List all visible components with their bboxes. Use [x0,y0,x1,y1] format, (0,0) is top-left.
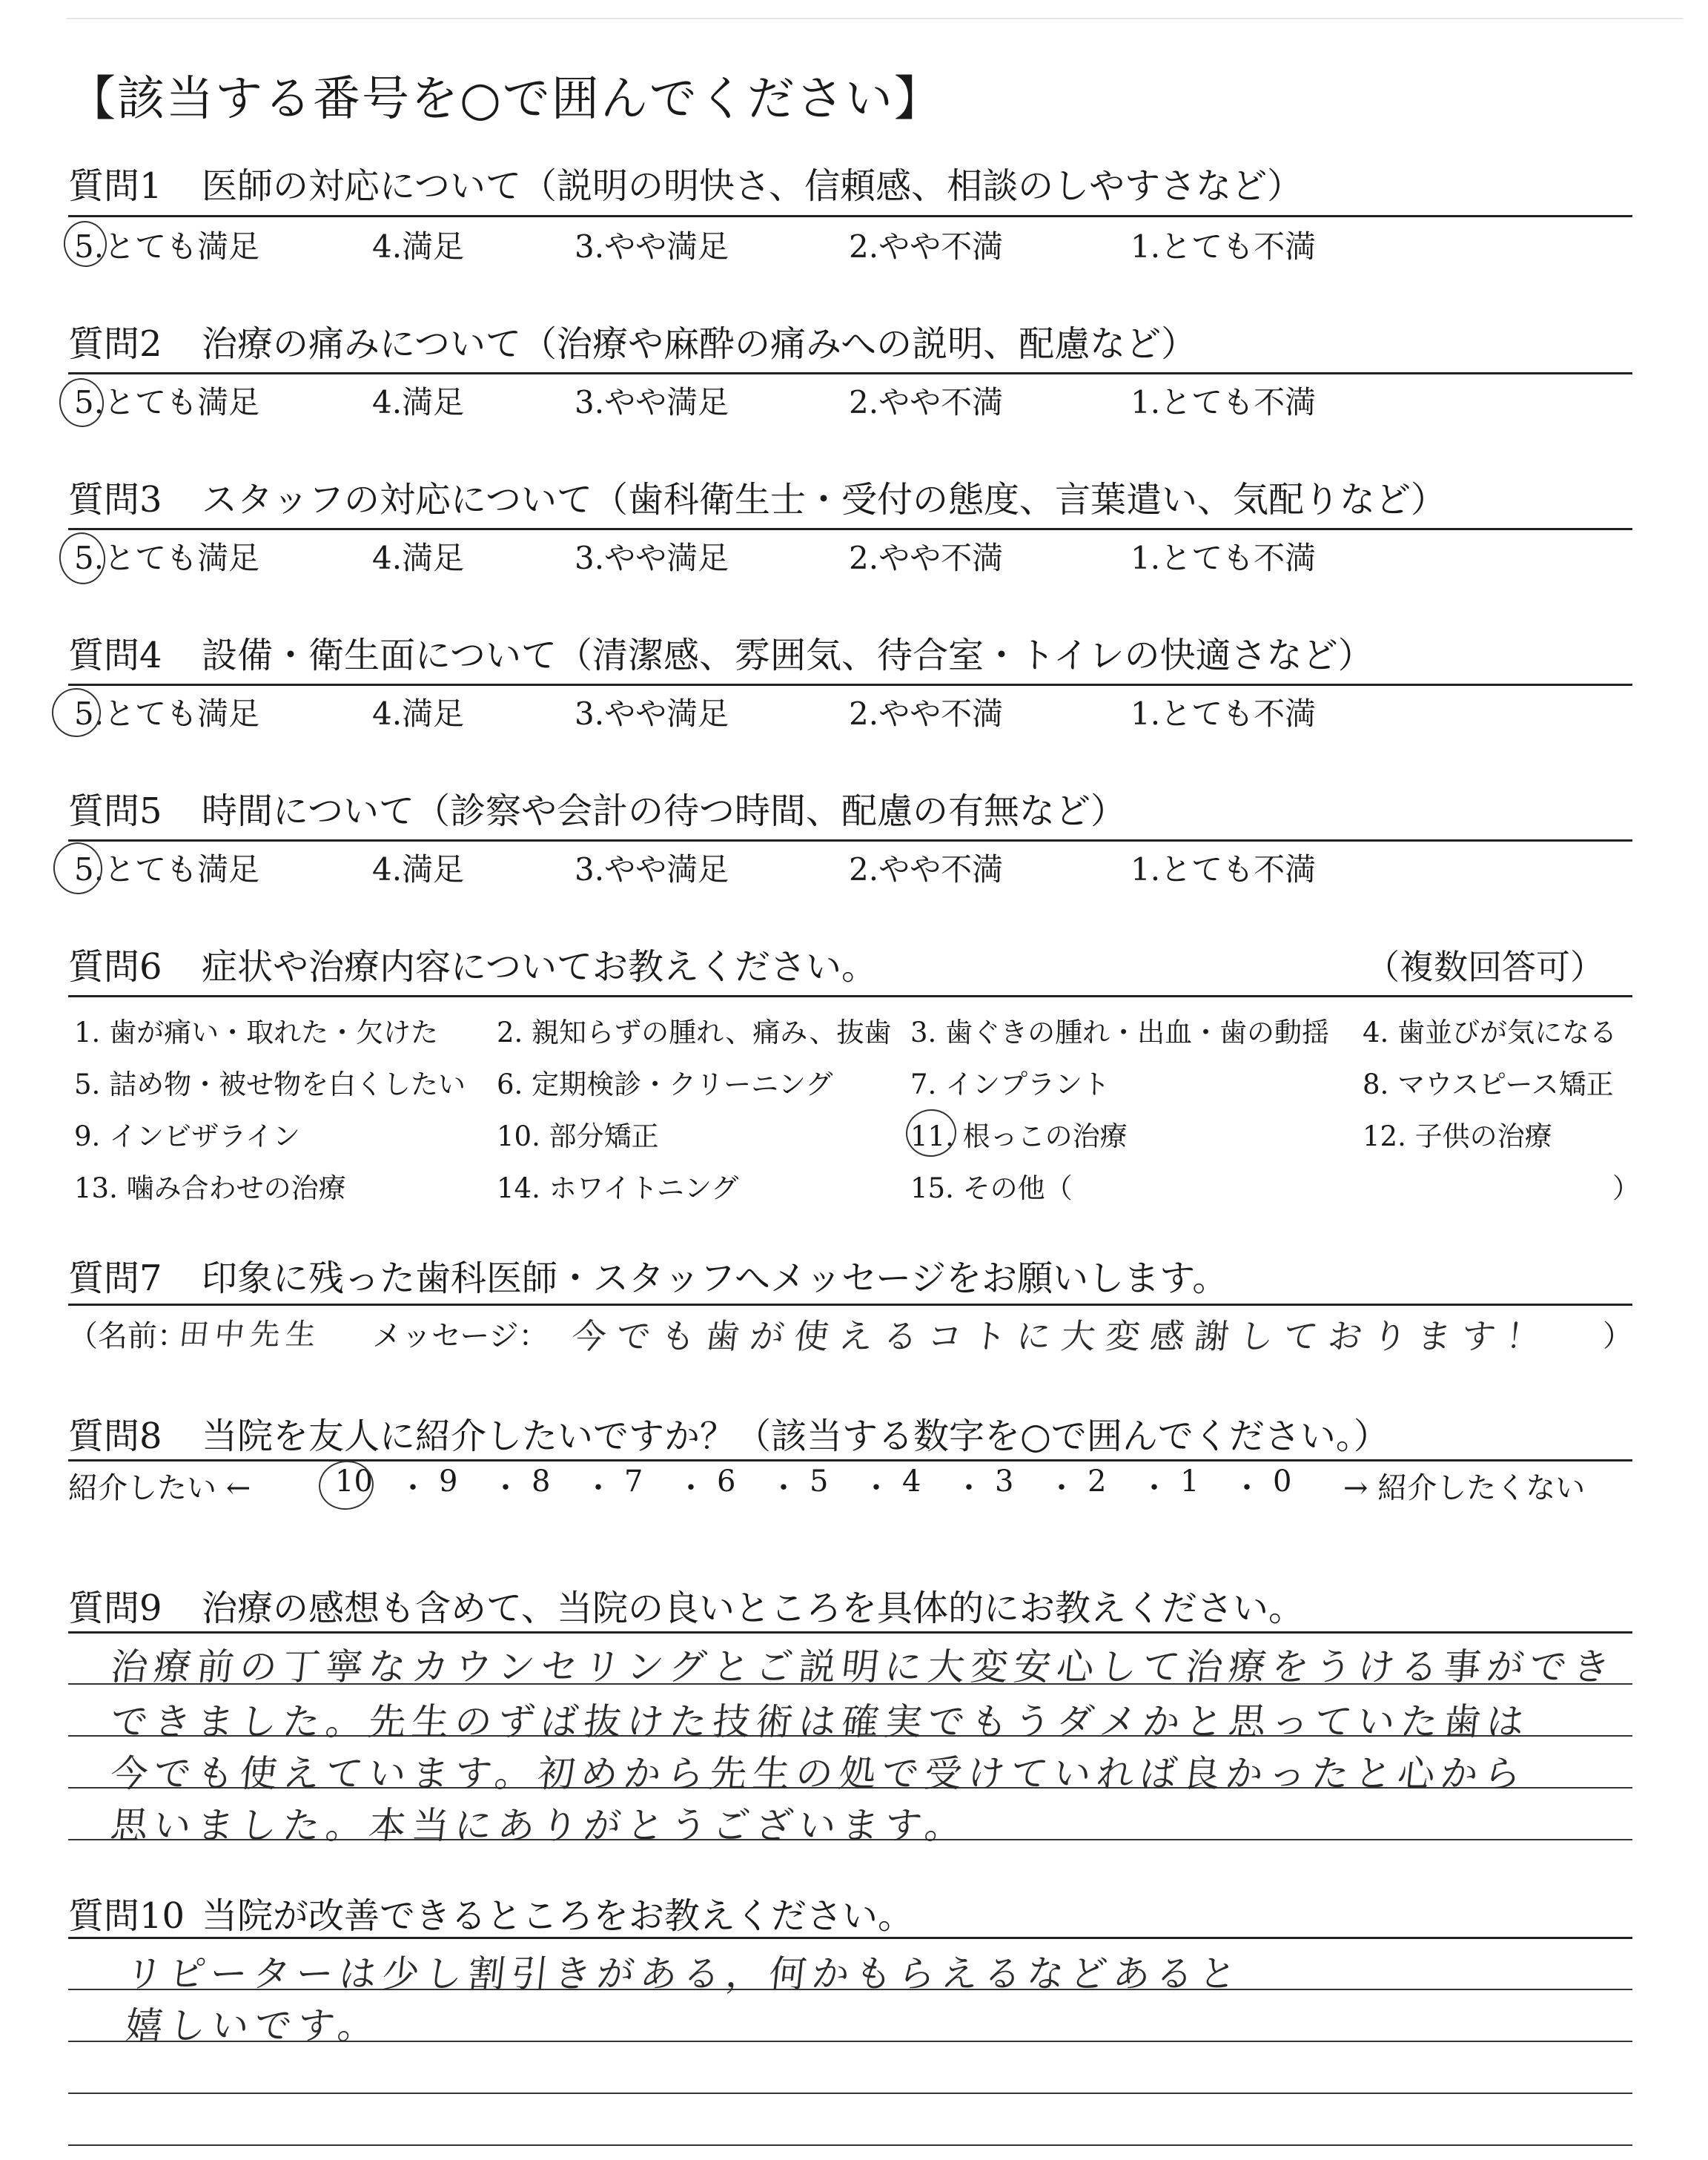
option-1[interactable]: 1.とても不満 [1131,696,1317,732]
question-1 [68,157,1302,208]
choice-12[interactable]: 12. 子供の治療 [1363,1120,1552,1152]
question-rule [68,995,1632,997]
question-text: 当院が改善できるところをお教えください。 [202,1895,914,1937]
question-rule [68,1937,1632,1939]
choice-10[interactable]: 10. 部分矯正 [497,1120,659,1152]
question-rule [68,1304,1632,1306]
message-value[interactable]: 今でも歯が使えるコトに大変感謝しております！ [569,1316,1553,1356]
choice-2[interactable]: 2. 親知らずの腫れ、痛み、抜歯 [497,1017,892,1048]
answer-line-4: 思いました。本当にありがとうございます。 [108,1804,970,1847]
question-5 [68,782,1126,833]
scale-5[interactable]: 5 [810,1464,829,1499]
question-number: 質問1 [68,165,162,207]
choice-3[interactable]: 3. 歯ぐきの腫れ・出血・歯の動揺 [910,1017,1330,1048]
question-number: 質問8 [68,1416,162,1457]
option-4[interactable]: 4.満足 [372,851,465,888]
name-value[interactable]: 田中先生 [177,1318,324,1352]
question-number: 質問6 [68,946,162,988]
option-3[interactable]: 3.やや満足 [575,384,729,420]
choice-8[interactable]: 8. マウスピース矯正 [1363,1069,1614,1100]
scale-left-label: 紹介したい ← [68,1471,251,1505]
option-3[interactable]: 3.やや満足 [575,696,729,732]
answer-line-1: 治療前の丁寧なカウンセリングとご説明に大変安心して治療をうける事ができ [108,1645,1618,1688]
question-10 [68,1887,913,1938]
scale-7[interactable]: 7 [624,1464,643,1499]
choice-15-close: ） [1612,1172,1640,1204]
option-4[interactable]: 4.満足 [372,384,465,420]
option-1[interactable]: 1.とても不満 [1131,228,1317,265]
question-8 [68,1407,1389,1459]
scale-6[interactable]: 6 [717,1464,736,1499]
answer-line-3: 今でも使えています。初めから先生の処で受けていれば良かったと心から [108,1752,1529,1795]
question-6 [68,938,877,989]
answer-line-2: できました。先生のずば抜けた技術は確実でもうダメかと思っていた歯は [108,1700,1532,1743]
question-number: 質問10 [68,1895,185,1937]
question-3 [68,471,1446,522]
scale-3[interactable]: 3 [995,1464,1014,1499]
question-text: 当院を友人に紹介したいですか？（該当する数字を○で囲んでください。） [202,1416,1389,1457]
answer-line [68,2144,1632,2146]
scale-9[interactable]: 9 [439,1464,458,1499]
option-5[interactable]: 5.とても満足 [74,384,260,420]
page-title: 【該当する番号を○で囲んでください】 [68,72,943,127]
question-number: 質問7 [68,1258,162,1299]
choice-14[interactable]: 14. ホワイトニング [497,1172,739,1204]
question-text: 医師の対応について（説明の明快さ、信頼感、相談のしやすさなど） [202,165,1303,207]
scale-2[interactable]: 2 [1088,1464,1107,1499]
option-2[interactable]: 2.やや不満 [849,540,1004,576]
question-number: 質問2 [68,323,162,365]
message-label: メッセージ： [372,1319,549,1353]
choice-13[interactable]: 13. 噛み合わせの治療 [74,1172,346,1204]
question-number: 質問4 [68,635,162,676]
question-text: 時間について（診察や会計の待つ時間、配慮の有無など） [202,790,1127,832]
question-number: 質問3 [68,479,162,521]
question-text: スタッフの対応について（歯科衛生士・受付の態度、言葉遣い、気配りなど） [202,479,1447,521]
survey-sheet: 【該当する番号を○で囲んでください】 質問1 医師の対応について（説明の明快さ、信頼感、相談のしやすさなど） 5.とても満足 4.満足 3.やや満足 2.やや不満 1.とても不満 質問2 治療の痛みについて（治療や麻酔の痛みへの説明、配慮など） 5.とても満足 4.満足 3.やや満足 2.やや不満 1.とても不満 質問3 スタッフの対応について（歯科衛生士・受付の態度、言葉遣い、気配りなど） 5.とても満足 4.満足 3.やや満足 2.やや不満 1.とても不満 質問4 設備・衛生面について（清潔感、雰囲気、待合室・トイレの快適さなど） 5.とても満足 4.満足 3.やや満足 2.やや不満 1.とても不満 質問5 時間について（診察や会計の待つ時間、配慮の有無など） 5.とても満足 4.満足 3.やや満足 2.やや不満 1.とても不満 質問6 症状や治療内容についてお教えください。 （複数回答可） 1. 歯が痛い・取れた・欠けた 2. 親知らずの腫れ、痛み、抜歯 3. 歯ぐきの腫れ・出血・歯の動揺 4. 歯並びが気になる 5. 詰め物・被せ物を白くしたい 6. 定期検診・クリーニング 7. インプラント 8. マウスピース矯正 9. インビザライン 10. 部分矯正 11. 根っこの治療 12. 子供の治療 13. 噛み合わせの治療 14. ホワイトニング 15. その他（ ） 質問7 印象に残った歯科医師・スタッフへメッセージをお願いします。 （名前： 田中先生 メッセージ： 今でも歯が使えるコトに大変感謝しております！ ） 質問8 当院を友人に紹介したいですか？（該当する数字を○で囲んでください。） 紹介したい ← 10 ・ 9 ・ 8 ・ 7 ・ 6 ・ 5 ・ 4 ・ 3 ・ 2 ・ 1 ・ 0 → 紹介したくない 質問9 治療の感想も含めて、当院の良いところを具体的にお教えください。 治療前の丁寧なカウンセリングとご説明に大変安心して治療をうける事ができ できました。先生のずば抜けた技術は確実でもうダメかと思っていた歯は 今でも使えています。初めから先生の処で受けていれば良かったと心から 思いました。本当にありがとうございます。 質問10 当院が改善できるところをお教えください。 リピーターは少し割引きがある，何かもらえるなどあると 嬉しいです。 [0,0,1708,2160]
question-7 [68,1249,1228,1301]
choice-6[interactable]: 6. 定期検診・クリーニング [497,1069,833,1100]
option-1[interactable]: 1.とても不満 [1131,851,1317,888]
choice-15[interactable]: 15. その他（ [910,1172,1073,1204]
question-text: 治療の感想も含めて、当院の良いところを具体的にお教えください。 [202,1588,1305,1629]
option-5[interactable]: 5.とても満足 [74,540,260,576]
scale-0[interactable]: 0 [1273,1464,1292,1499]
scale-1[interactable]: 1 [1180,1464,1199,1499]
question-4 [68,627,1374,678]
question-number: 質問5 [68,790,162,832]
question-number: 質問9 [68,1588,162,1629]
scale-4[interactable]: 4 [902,1464,921,1499]
scale-8[interactable]: 8 [532,1464,551,1499]
option-5[interactable]: 5.とても満足 [74,228,260,265]
option-4[interactable]: 4.満足 [372,696,465,732]
choice-11[interactable]: 11. 根っこの治療 [910,1120,1128,1152]
choice-5[interactable]: 5. 詰め物・被せ物を白くしたい [74,1069,466,1100]
option-2[interactable]: 2.やや不満 [849,228,1004,265]
question-text: 治療の痛みについて（治療や麻酔の痛みへの説明、配慮など） [202,323,1197,365]
option-2[interactable]: 2.やや不満 [849,384,1004,420]
scale-10[interactable]: 10 [335,1464,373,1499]
choice-1[interactable]: 1. 歯が痛い・取れた・欠けた [74,1017,439,1048]
option-5[interactable]: 5.とても満足 [74,851,260,888]
question-rule [68,1631,1632,1634]
option-4[interactable]: 4.満足 [372,540,465,576]
question-text: 印象に残った歯科医師・スタッフへメッセージをお願いします。 [202,1258,1228,1299]
question-text: 設備・衛生面について（清潔感、雰囲気、待合室・トイレの快適さなど） [202,635,1374,676]
option-4[interactable]: 4.満足 [372,228,465,265]
question-rule [68,684,1632,686]
option-1[interactable]: 1.とても不満 [1131,540,1317,576]
top-divider [67,18,1683,19]
option-5[interactable]: 5.とても満足 [74,696,260,732]
answer-line-1: リピーターは少し割引きがある，何かもらえるなどあると [123,1952,1245,1995]
question-rule [68,215,1632,217]
option-3[interactable]: 3.やや満足 [575,540,729,576]
question-text: 症状や治療内容についてお教えください。 [202,946,878,988]
choice-9[interactable]: 9. インビザライン [74,1120,300,1152]
answer-line [68,2093,1632,2094]
option-2[interactable]: 2.やや不満 [849,851,1004,888]
multiple-answers-note: （複数回答可） [1366,947,1604,987]
choice-4[interactable]: 4. 歯並びが気になる [1363,1017,1618,1048]
name-label: （名前： [68,1319,187,1353]
choice-7[interactable]: 7. インプラント [910,1069,1110,1100]
question-2 [68,315,1196,366]
question-9 [68,1579,1304,1631]
option-2[interactable]: 2.やや不満 [849,696,1004,732]
option-3[interactable]: 3.やや満足 [575,851,729,888]
question-rule [68,1459,1632,1462]
question-rule [68,528,1632,530]
message-close: ） [1603,1319,1632,1353]
option-3[interactable]: 3.やや満足 [575,228,729,265]
question-rule [68,372,1632,374]
answer-line-2: 嬉しいです。 [123,2004,383,2047]
option-1[interactable]: 1.とても不満 [1131,384,1317,420]
question-rule [68,839,1632,842]
scale-right-label: → 紹介したくない [1343,1471,1586,1505]
